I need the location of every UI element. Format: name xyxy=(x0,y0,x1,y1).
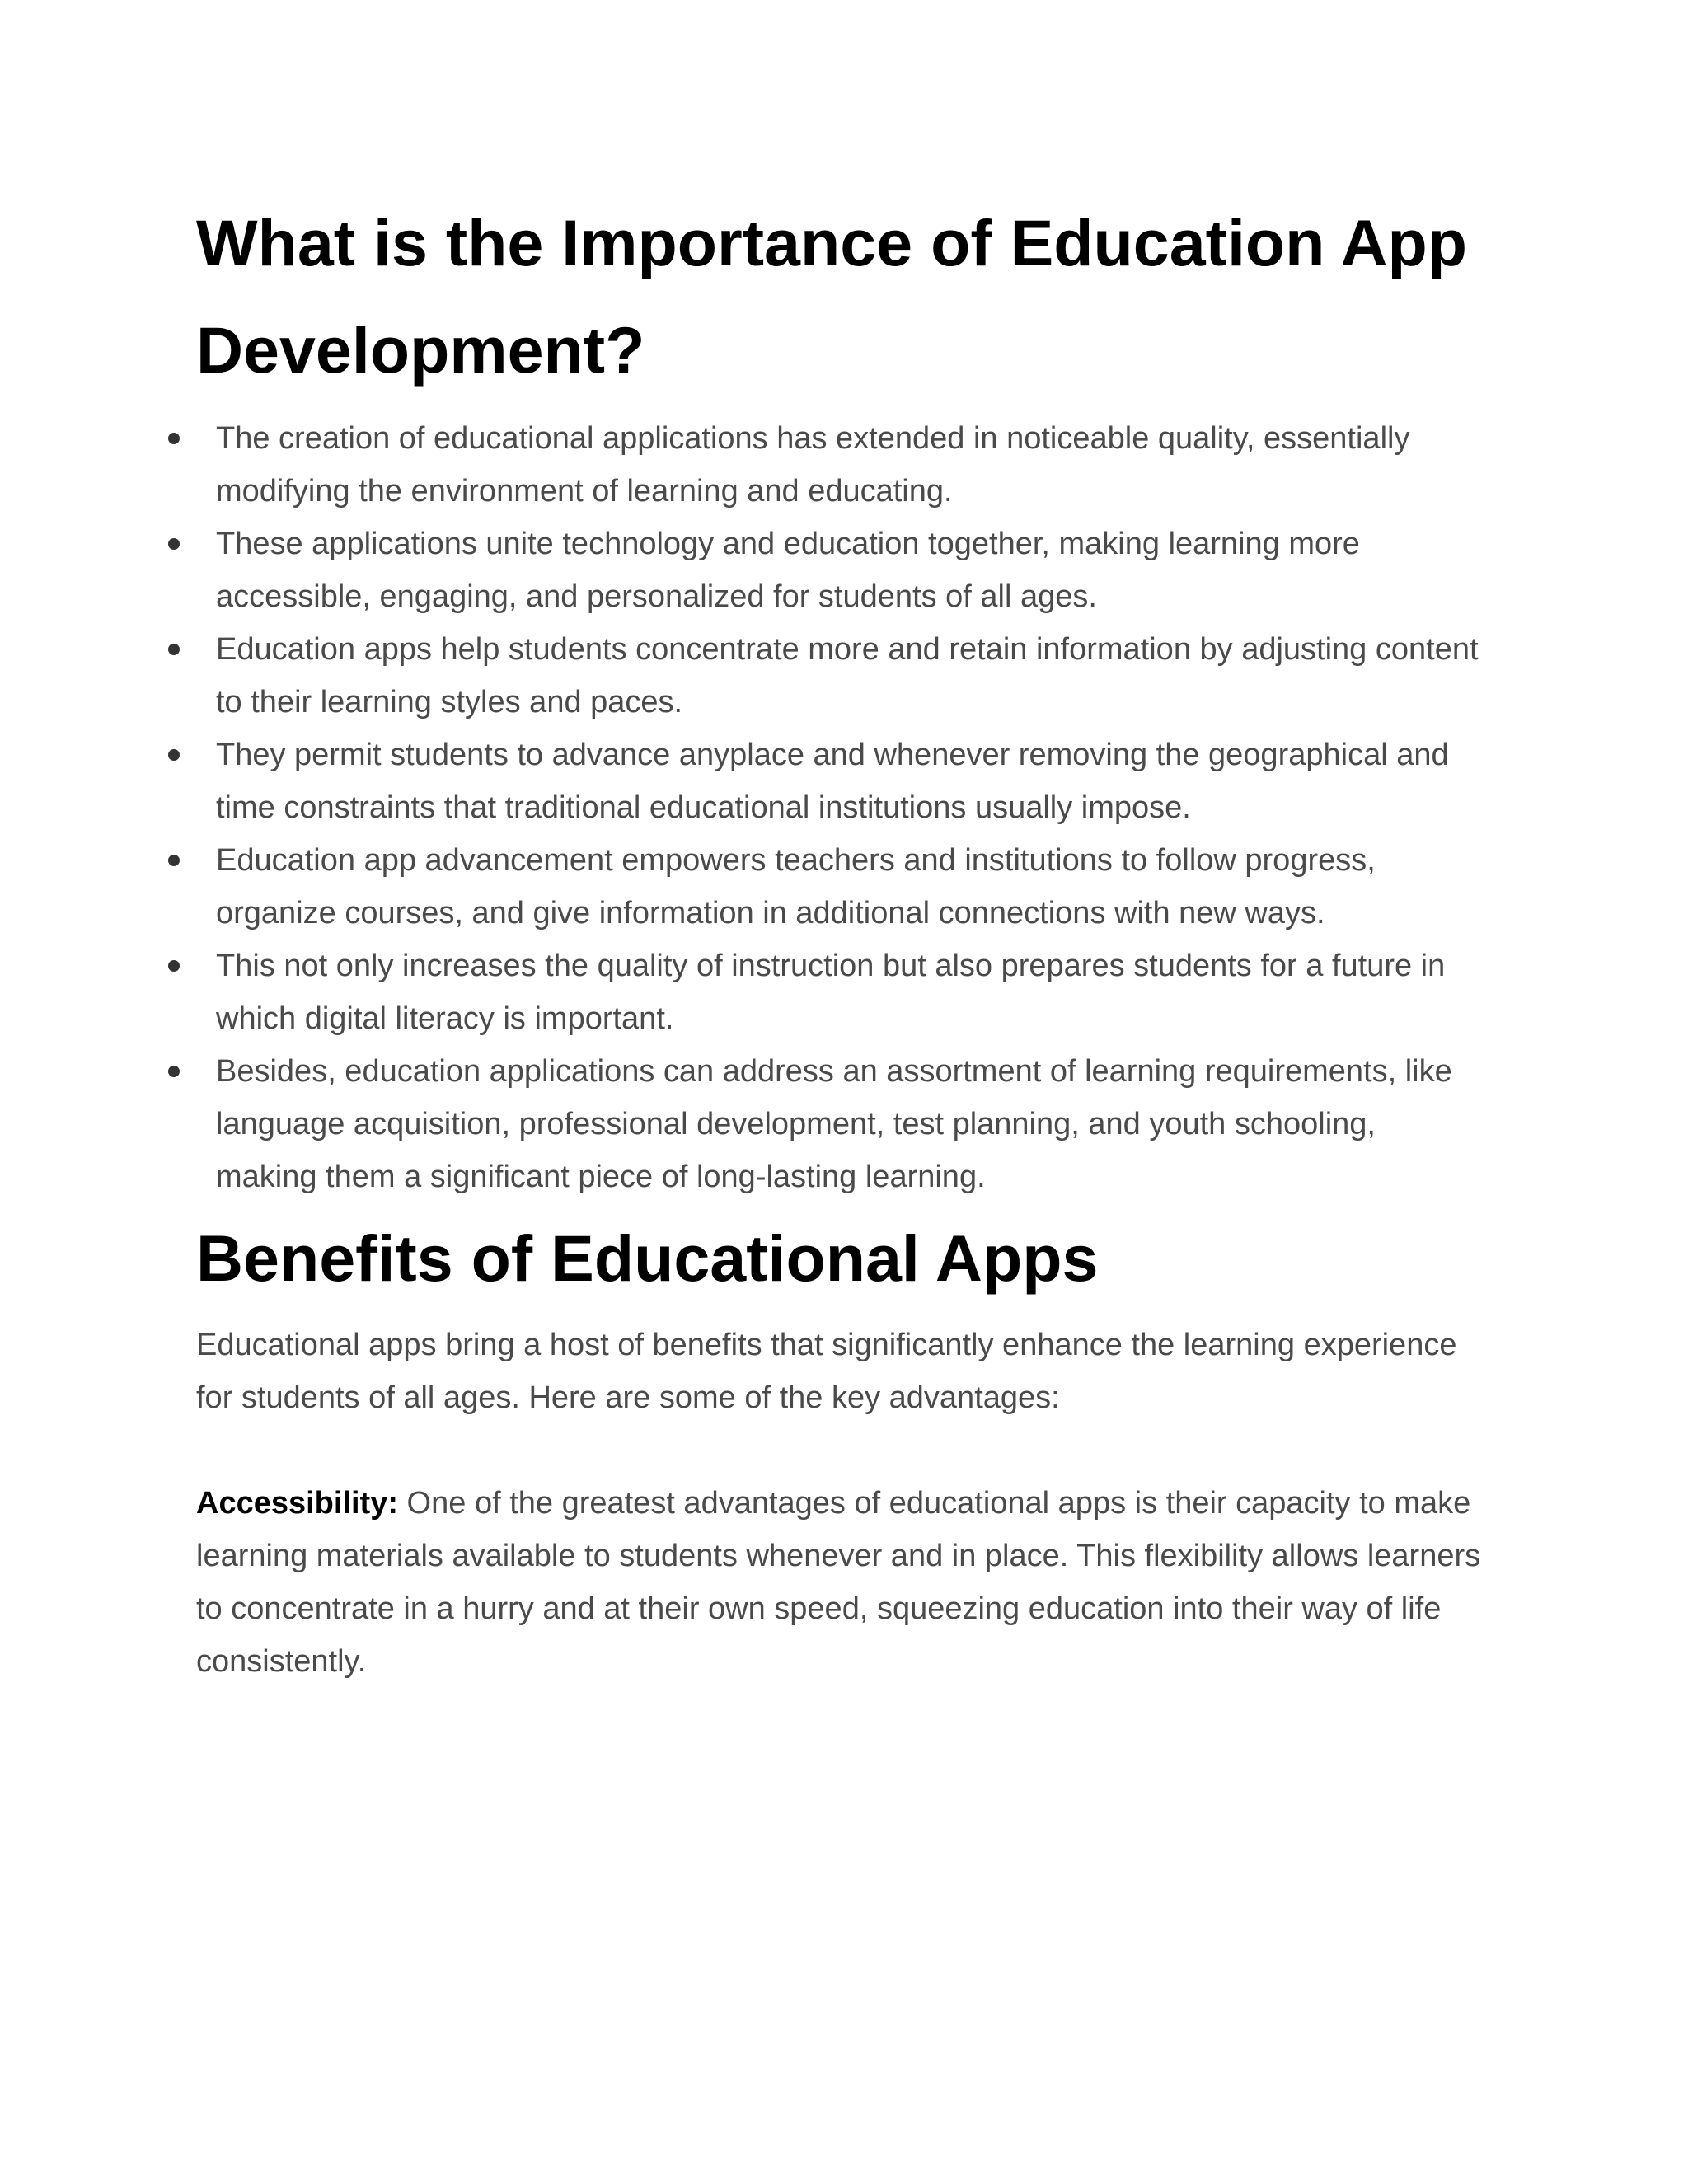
list-item xyxy=(196,1045,1482,1203)
page-title: What is the Importance of Education App Development? xyxy=(196,206,1468,387)
bullet-icon xyxy=(168,855,180,866)
bullet-icon xyxy=(168,644,180,655)
bullet-icon xyxy=(168,538,180,550)
bullet-icon xyxy=(168,960,180,972)
list-item xyxy=(196,940,1482,1045)
list-item xyxy=(196,834,1482,940)
list-item-text: They permit students to advance anyplace and whenever removing the geographical and time constraints that traditional educational institutions usually impose. xyxy=(216,738,1449,825)
list-item xyxy=(196,412,1482,518)
section-heading-benefits: Benefits of Educational Apps xyxy=(196,1221,1099,1295)
importance-bullet-list xyxy=(196,412,1482,1203)
accessibility-label: Accessibility: xyxy=(196,1486,398,1521)
document-content xyxy=(196,198,1482,1688)
list-item xyxy=(196,729,1482,834)
accessibility-paragraph xyxy=(196,1477,1482,1688)
list-item-text: These applications unite technology and education together, making learning more accessible, engaging, and personalized for students of all ages. xyxy=(216,527,1360,614)
intro-paragraph: Educational apps bring a host of benefits that significantly enhance the learning experience for students of all ages. Here are some of the key advantages: xyxy=(196,1328,1457,1415)
list-item-text: Education app advancement empowers teachers and institutions to follow progress, organize courses, and give information in additional connections with new ways. xyxy=(216,843,1376,930)
list-item-text: Besides, education applications can address an assortment of learning requirements, like language acquisition, professional development, test planning, and youth schooling, making them a significant piece of long-lasting learning. xyxy=(216,1054,1452,1194)
list-item-text: Education apps help students concentrate more and retain information by adjusting content to their learning styles and paces. xyxy=(216,632,1479,719)
list-item-text: This not only increases the quality of instruction but also prepares students for a future in which digital literacy is important. xyxy=(216,949,1446,1036)
bullet-icon xyxy=(168,433,180,444)
bullet-icon xyxy=(168,749,180,761)
list-item xyxy=(196,623,1482,729)
list-item-text: The creation of educational applications has extended in noticeable quality, essentially modifying the environment of learning and educating. xyxy=(216,421,1410,509)
bullet-icon xyxy=(168,1066,180,1077)
accessibility-text: One of the greatest advantages of educational apps is their capacity to make learning materials available to students whenever and in place. This flexibility allows learners to concentrate in a hurry and at their own speed, squeezing education into their way of life consistently. xyxy=(196,1486,1481,1679)
list-item xyxy=(196,518,1482,623)
